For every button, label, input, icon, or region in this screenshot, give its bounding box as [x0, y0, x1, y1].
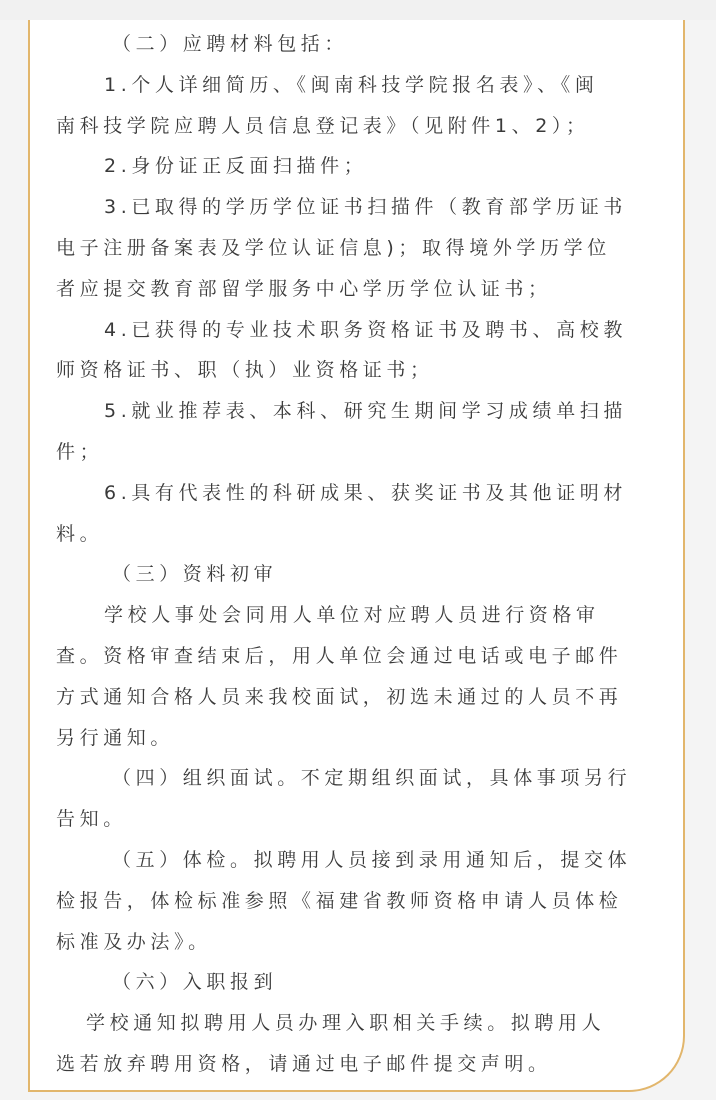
- text-line: 学校人事处会同用人单位对应聘人员进行资格审: [104, 604, 600, 627]
- text-line: 2.身份证正反面扫描件；: [104, 155, 368, 178]
- text-line: 1.个人详细简历、《闽南科技学院报名表》、《闽: [104, 73, 599, 96]
- section-heading-3: （三）资料初审: [112, 563, 278, 586]
- text-line: 件；: [56, 440, 104, 463]
- section-heading-5: （五）体检。拟聘用人员接到录用通知后，提交体: [112, 848, 632, 871]
- text-line: 师资格证书、职（执）业资格证书；: [56, 359, 434, 382]
- text-line: 3.已取得的学历学位证书扫描件（教育部学历证书: [104, 196, 627, 219]
- text-line: 选若放弃聘用资格，请通过电子邮件提交声明。: [56, 1052, 552, 1075]
- text-line: 料。: [56, 522, 104, 545]
- section-heading-6: （六）入职报到: [112, 971, 278, 994]
- section-heading-2: （二）应聘材料包括：: [112, 33, 349, 55]
- text-line: 4.已获得的专业技术职务资格证书及聘书、高校教: [104, 318, 627, 341]
- text-line: 南科技学院应聘人员信息登记表》（见附件1、2）；: [56, 114, 590, 137]
- text-line: 电子注册备案表及学位认证信息)；取得境外学历学位: [56, 236, 611, 259]
- text-line: 6.具有代表性的科研成果、获奖证书及其他证明材: [104, 481, 627, 504]
- article-card: [28, 20, 685, 1092]
- section-heading-4: （四）组织面试。不定期组织面试，具体事项另行: [112, 767, 632, 790]
- top-strip: [0, 0, 716, 20]
- text-line: 学校通知拟聘用人员办理入职相关手续。拟聘用人: [86, 1012, 606, 1035]
- text-line: 方式通知合格人员来我校面试，初选未通过的人员不再: [56, 685, 623, 708]
- text-line: 查。资格审查结束后，用人单位会通过电话或电子邮件: [56, 644, 623, 667]
- article-body[interactable]: [56, 24, 666, 1085]
- text-line: 5.就业推荐表、本科、研究生期间学习成绩单扫描: [104, 400, 627, 423]
- text-line: 检报告，体检标准参照《福建省教师资格申请人员体检: [56, 889, 623, 912]
- text-line: 另行通知。: [56, 726, 175, 749]
- text-line: 标准及办法》。: [56, 930, 212, 953]
- text-line: 者应提交教育部留学服务中心学历学位认证书；: [56, 277, 552, 300]
- text-line: 告知。: [56, 808, 127, 831]
